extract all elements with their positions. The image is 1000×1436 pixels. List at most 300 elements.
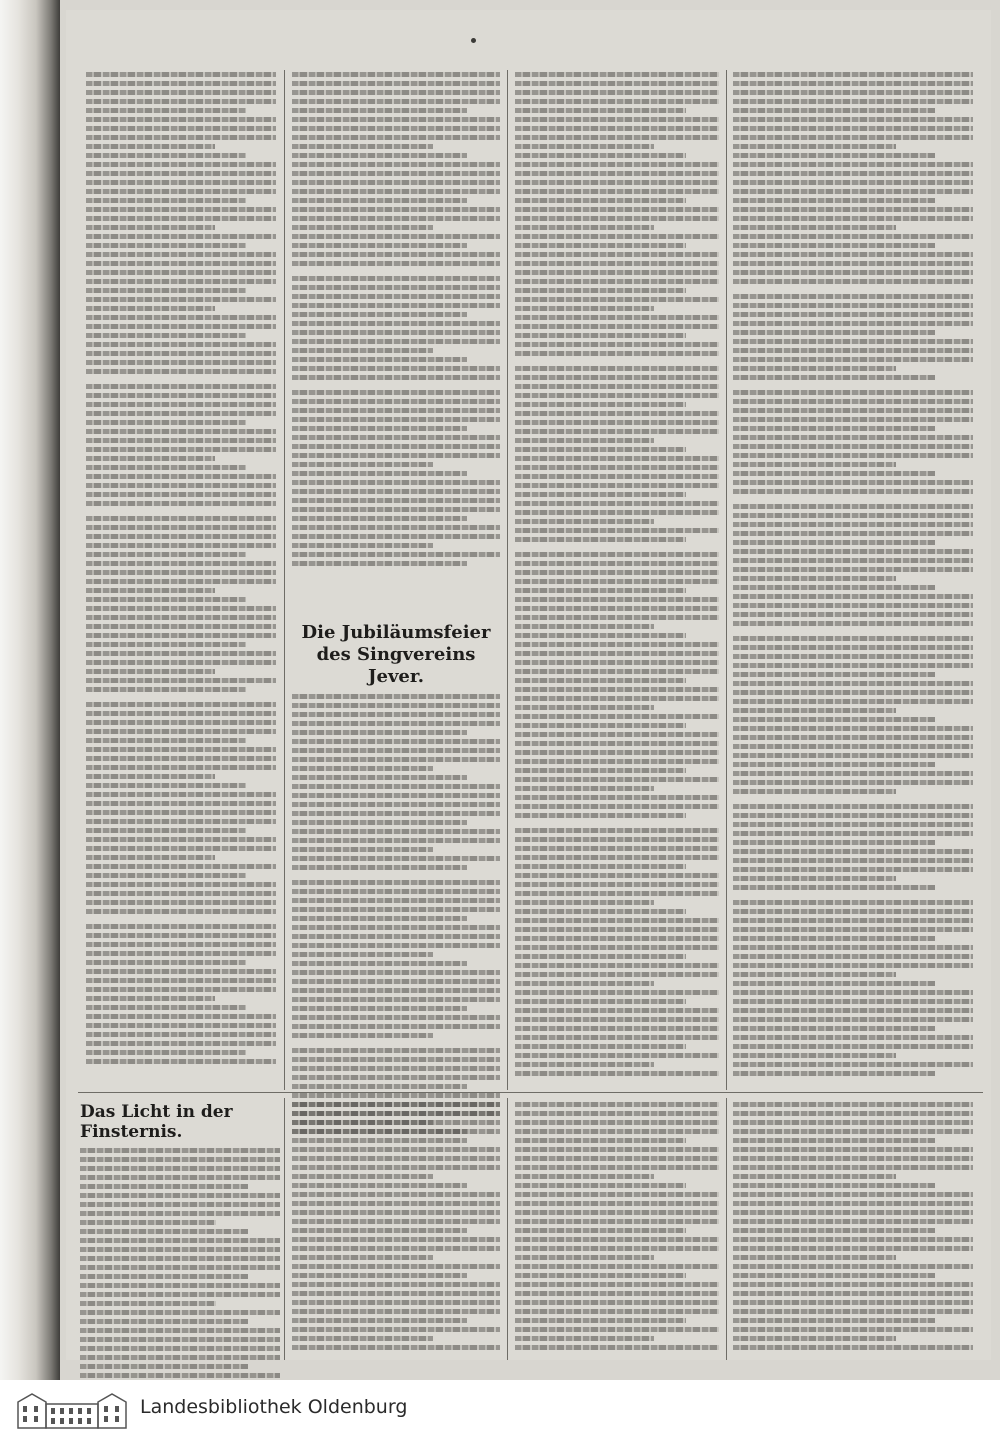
- article-block: [733, 636, 973, 794]
- text-line: [292, 72, 500, 77]
- text-line: [86, 108, 246, 113]
- text-line: [292, 552, 500, 557]
- text-line: [292, 997, 500, 1002]
- text-line: [292, 952, 433, 957]
- text-line: [733, 1111, 973, 1116]
- text-line: [733, 840, 935, 845]
- article-block: [86, 702, 276, 914]
- text-line: [733, 1129, 973, 1134]
- text-line: [86, 1005, 246, 1010]
- text-line: [292, 330, 500, 335]
- text-line: [292, 703, 500, 708]
- text-line: [515, 981, 654, 986]
- text-line: [515, 1264, 719, 1269]
- text-line: [733, 408, 973, 413]
- text-line: [80, 1166, 280, 1171]
- text-line: [86, 855, 215, 860]
- text-line: [86, 270, 276, 275]
- text-line: [292, 390, 500, 395]
- text-line: [515, 324, 719, 329]
- text-line: [733, 726, 973, 731]
- text-line: [515, 570, 719, 575]
- article-block: [292, 694, 500, 870]
- text-line: [292, 925, 500, 930]
- text-line: [292, 1219, 500, 1224]
- text-line: [733, 804, 973, 809]
- text-line: [515, 882, 719, 887]
- text-line: [292, 1318, 467, 1323]
- text-line: [292, 889, 500, 894]
- text-line: [515, 1035, 719, 1040]
- text-line: [515, 588, 686, 593]
- text-line: [733, 261, 973, 266]
- text-line: [733, 531, 973, 536]
- text-line: [86, 72, 276, 77]
- text-line: [292, 934, 500, 939]
- text-line: [292, 543, 433, 548]
- text-line: [515, 804, 719, 809]
- text-line: [292, 444, 500, 449]
- text-line: [515, 99, 719, 104]
- text-line: [733, 90, 973, 95]
- article-block: [515, 72, 719, 356]
- text-line: [292, 1336, 433, 1341]
- text-line: [515, 606, 719, 611]
- text-line: [80, 1175, 280, 1180]
- text-line: [733, 234, 973, 239]
- text-line: [733, 990, 973, 995]
- text-line: [515, 687, 719, 692]
- text-line: [292, 757, 500, 762]
- text-line: [515, 750, 719, 755]
- text-line: [515, 900, 654, 905]
- article-block: [733, 294, 973, 380]
- text-line: [86, 216, 276, 221]
- text-line: [733, 399, 973, 404]
- text-line: [86, 951, 276, 956]
- text-line: [733, 1291, 973, 1296]
- text-line: [515, 1071, 719, 1076]
- text-line: [86, 864, 276, 869]
- text-line: [515, 579, 719, 584]
- text-line: [86, 615, 276, 620]
- text-line: [86, 306, 215, 311]
- text-line: [515, 1147, 719, 1152]
- text-line: [292, 694, 500, 699]
- text-line: [86, 909, 276, 914]
- text-line: [515, 1255, 654, 1260]
- column-2: [292, 72, 500, 576]
- text-line: [515, 1138, 686, 1143]
- text-line: [733, 489, 973, 494]
- text-line: [292, 276, 500, 281]
- text-line: [86, 225, 215, 230]
- text-line: [80, 1301, 216, 1306]
- text-line: [733, 927, 973, 932]
- text-line: [733, 885, 935, 890]
- text-line: [733, 963, 973, 968]
- text-line: [292, 285, 500, 290]
- text-line: [733, 522, 973, 527]
- text-line: [292, 739, 500, 744]
- text-line: [733, 699, 973, 704]
- text-line: [515, 1345, 719, 1350]
- text-line: [733, 540, 935, 545]
- text-line: [733, 126, 973, 131]
- text-line: [515, 945, 719, 950]
- text-line: [292, 1345, 500, 1350]
- text-line: [515, 234, 719, 239]
- text-line: [515, 537, 686, 542]
- text-line: [515, 1053, 719, 1058]
- text-line: [733, 1264, 973, 1269]
- text-line: [733, 225, 896, 230]
- text-line: [515, 306, 654, 311]
- text-line: [86, 561, 276, 566]
- text-line: [515, 786, 654, 791]
- text-line: [733, 207, 973, 212]
- text-line: [515, 465, 719, 470]
- text-line: [515, 447, 686, 452]
- text-line: [733, 426, 935, 431]
- text-line: [515, 384, 719, 389]
- text-line: [86, 1059, 276, 1064]
- text-line: [733, 1026, 935, 1031]
- text-line: [80, 1229, 248, 1234]
- text-line: [515, 198, 686, 203]
- text-line: [292, 108, 467, 113]
- text-line: [515, 402, 686, 407]
- text-line: [515, 813, 686, 818]
- text-line: [733, 375, 935, 380]
- text-line: [86, 828, 246, 833]
- text-line: [515, 1008, 719, 1013]
- text-line: [515, 288, 686, 293]
- text-line: [86, 333, 246, 338]
- text-line: [292, 1282, 500, 1287]
- text-line: [292, 712, 500, 717]
- text-line: [733, 900, 973, 905]
- text-line: [292, 516, 467, 521]
- text-line: [292, 294, 500, 299]
- text-line: [515, 1183, 686, 1188]
- text-line: [733, 849, 973, 854]
- text-line: [86, 324, 276, 329]
- text-line: [86, 360, 276, 365]
- text-line: [292, 225, 433, 230]
- column-rule: [284, 70, 285, 1090]
- text-line: [292, 784, 500, 789]
- text-line: [86, 891, 276, 896]
- text-line: [515, 1156, 719, 1161]
- text-line: [515, 171, 719, 176]
- text-line: [733, 936, 935, 941]
- text-line: [515, 855, 719, 860]
- text-line: [80, 1274, 248, 1279]
- text-line: [733, 303, 973, 308]
- text-line: [86, 261, 276, 266]
- text-line: [80, 1265, 280, 1270]
- text-line: [292, 1057, 500, 1062]
- text-line: [733, 744, 973, 749]
- text-line: [292, 979, 500, 984]
- text-line: [515, 837, 719, 842]
- text-line: [733, 117, 973, 122]
- text-line: [292, 1120, 500, 1125]
- text-line: [292, 417, 500, 422]
- text-line: [733, 330, 935, 335]
- text-line: [86, 711, 276, 716]
- text-line: [733, 789, 896, 794]
- text-line: [86, 411, 276, 416]
- column-rule: [284, 1098, 285, 1360]
- text-line: [515, 1201, 719, 1206]
- text-line: [86, 465, 246, 470]
- text-line: [733, 771, 973, 776]
- text-line: [733, 603, 973, 608]
- text-line: [733, 1174, 896, 1179]
- text-line: [86, 978, 276, 983]
- text-line: [292, 408, 500, 413]
- text-line: [515, 705, 654, 710]
- text-line: [515, 1062, 654, 1067]
- text-line: [515, 315, 719, 320]
- text-line: [86, 942, 276, 947]
- novel-text-column-3: [515, 1102, 719, 1354]
- text-line: [515, 438, 654, 443]
- text-line: [515, 1246, 719, 1251]
- text-line: [515, 189, 719, 194]
- text-line: [292, 498, 500, 503]
- text-line: [733, 162, 973, 167]
- text-line: [86, 135, 276, 140]
- text-line: [733, 636, 973, 641]
- text-line: [292, 847, 433, 852]
- text-line: [733, 153, 935, 158]
- text-line: [733, 762, 935, 767]
- text-line: [515, 375, 719, 380]
- text-line: [86, 588, 215, 593]
- text-line: [86, 180, 276, 185]
- column-rule: [507, 1098, 508, 1360]
- text-line: [86, 747, 276, 752]
- text-line: [733, 1282, 973, 1287]
- article-block: [292, 390, 500, 566]
- text-line: [515, 624, 654, 629]
- text-line: [80, 1292, 280, 1297]
- text-line: [515, 642, 719, 647]
- text-line: [733, 243, 935, 248]
- text-line: [80, 1364, 248, 1369]
- text-line: [86, 162, 276, 167]
- text-line: [515, 777, 719, 782]
- text-line: [86, 900, 276, 905]
- text-line: [515, 597, 719, 602]
- text-line: [733, 417, 973, 422]
- text-line: [86, 642, 246, 647]
- text-line: [86, 687, 246, 692]
- text-line: [733, 735, 973, 740]
- text-line: [515, 1336, 654, 1341]
- text-line: [515, 1174, 654, 1179]
- article-block: [515, 366, 719, 542]
- text-line: [292, 1255, 433, 1260]
- text-line: [515, 615, 719, 620]
- text-line: [80, 1373, 280, 1378]
- text-line: [733, 1008, 973, 1013]
- text-line: [86, 393, 276, 398]
- text-line: [515, 999, 686, 1004]
- text-line: [515, 483, 719, 488]
- text-line: [515, 1291, 719, 1296]
- text-line: [733, 1102, 973, 1107]
- column-3: [515, 72, 719, 1086]
- text-line: [515, 1309, 719, 1314]
- text-line: [292, 1048, 500, 1053]
- text-line: [733, 321, 973, 326]
- text-line: [292, 534, 500, 539]
- text-line: [292, 907, 500, 912]
- column-rule: [726, 1098, 727, 1360]
- text-line: [86, 492, 276, 497]
- text-line: [515, 492, 686, 497]
- text-line: [292, 234, 500, 239]
- text-line: [733, 672, 935, 677]
- text-line: [292, 90, 500, 95]
- text-line: [515, 216, 719, 221]
- text-line: [515, 660, 719, 665]
- text-line: [515, 918, 719, 923]
- text-line: [292, 1156, 500, 1161]
- text-line: [733, 1017, 973, 1022]
- text-line: [86, 207, 276, 212]
- text-line: [733, 876, 896, 881]
- text-line: [292, 1066, 500, 1071]
- text-line: [515, 144, 654, 149]
- text-line: [292, 207, 500, 212]
- text-line: [292, 153, 467, 158]
- text-line: [733, 444, 973, 449]
- text-line: [292, 793, 500, 798]
- text-line: [733, 72, 973, 77]
- text-line: [515, 1237, 719, 1242]
- text-line: [733, 1053, 896, 1058]
- text-line: [733, 585, 935, 590]
- text-line: [292, 1138, 467, 1143]
- text-line: [86, 99, 276, 104]
- text-line: [86, 933, 276, 938]
- text-line: [733, 252, 973, 257]
- text-line: [515, 153, 686, 158]
- text-line: [733, 1309, 973, 1314]
- text-line: [86, 429, 276, 434]
- text-line: [292, 399, 500, 404]
- text-line: [292, 1201, 500, 1206]
- novel-text-column-2: [292, 1102, 500, 1354]
- text-line: [515, 1044, 686, 1049]
- article-block: [86, 516, 276, 692]
- article-block: [86, 924, 276, 1064]
- text-line: [515, 828, 719, 833]
- text-line: [292, 426, 467, 431]
- text-line: [86, 516, 276, 521]
- text-line: [733, 576, 896, 581]
- text-line: [733, 822, 973, 827]
- text-line: [733, 1336, 896, 1341]
- text-line: [515, 393, 719, 398]
- text-line: [515, 135, 719, 140]
- text-line: [292, 198, 467, 203]
- text-line: [515, 270, 719, 275]
- text-line: [515, 510, 719, 515]
- text-line: [733, 312, 973, 317]
- text-line: [292, 943, 500, 948]
- text-line: [86, 774, 215, 779]
- column-rule: [507, 70, 508, 1090]
- text-line: [515, 891, 719, 896]
- text-line: [292, 829, 500, 834]
- text-line: [733, 717, 935, 722]
- text-line: [86, 873, 246, 878]
- text-line: [515, 1228, 686, 1233]
- text-line: [515, 552, 719, 557]
- text-line: [292, 916, 467, 921]
- text-line: [292, 1246, 500, 1251]
- text-line: [292, 216, 500, 221]
- text-line: [515, 927, 719, 932]
- text-line: [292, 180, 500, 185]
- article-block: [733, 72, 973, 284]
- text-line: [733, 567, 973, 572]
- text-line: [733, 1246, 973, 1251]
- text-line: [86, 126, 276, 131]
- text-line: [733, 1062, 973, 1067]
- text-line: [80, 1337, 280, 1342]
- text-line: [86, 279, 276, 284]
- text-line: [515, 420, 719, 425]
- text-line: [86, 702, 276, 707]
- text-line: [515, 732, 719, 737]
- column-rule: [726, 70, 727, 1090]
- text-line: [86, 669, 215, 674]
- text-line: [515, 909, 686, 914]
- novel-text-column-4: [733, 1102, 973, 1354]
- library-building-icon: [14, 1388, 129, 1430]
- text-line: [86, 144, 215, 149]
- text-line: [292, 1309, 500, 1314]
- text-line: [86, 597, 246, 602]
- text-line: [86, 315, 276, 320]
- text-line: [86, 624, 276, 629]
- text-line: [733, 1255, 896, 1260]
- text-line: [80, 1193, 280, 1198]
- library-footer: [0, 1380, 1000, 1436]
- text-line: [86, 252, 276, 257]
- text-line: [86, 234, 276, 239]
- text-line: [292, 312, 467, 317]
- text-line: [733, 135, 973, 140]
- text-line: [733, 663, 973, 668]
- text-line: [86, 1032, 276, 1037]
- text-line: [515, 1192, 719, 1197]
- text-line: [515, 162, 719, 167]
- text-line: [86, 384, 276, 389]
- text-line: [515, 714, 719, 719]
- newspaper-page: [60, 0, 1000, 1380]
- text-line: [733, 909, 973, 914]
- text-line: [733, 462, 896, 467]
- text-line: [292, 1129, 500, 1134]
